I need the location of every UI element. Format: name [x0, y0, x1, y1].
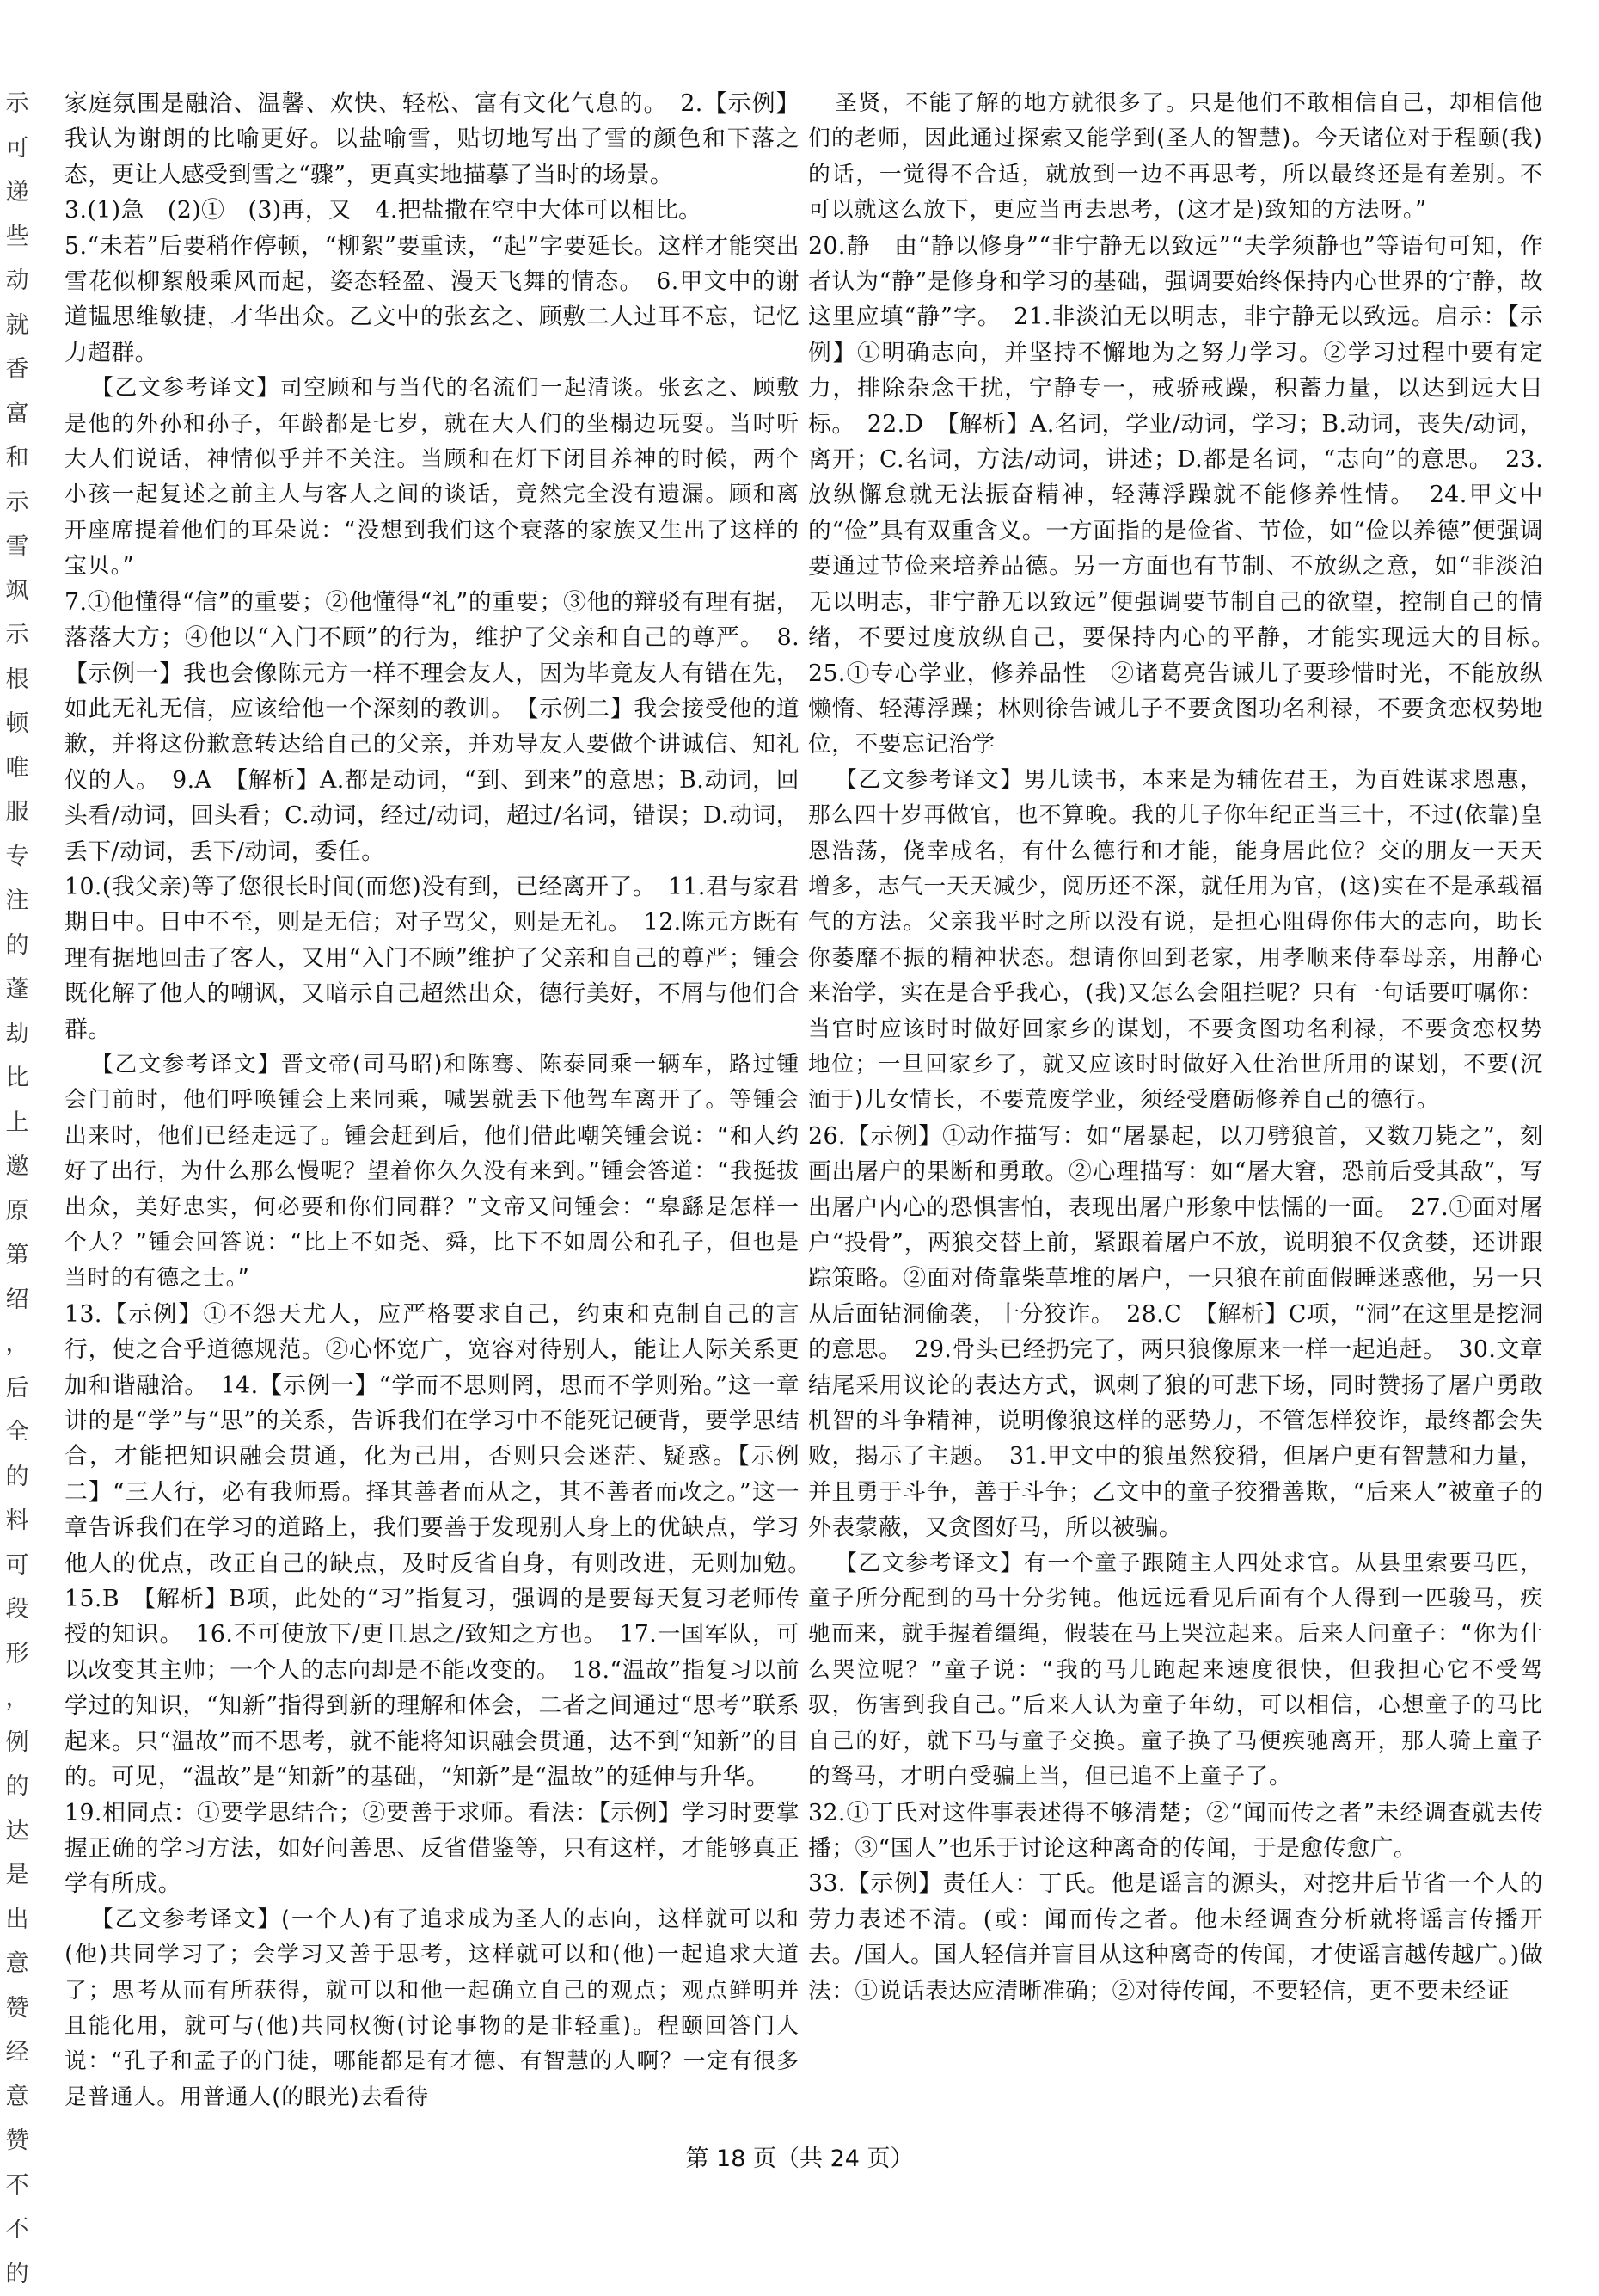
left-column [64, 86, 800, 2115]
margin-char: 些 [0, 215, 34, 260]
translation-paragraph: 【乙文参考译文】(一个人)有了追求成为圣人的志向，这样就可以和(他)共同学习了；会学习又善于思考，这样就可以和(他)一起追求大道了；思考从而有所获得，就可以和他一起确立自己的观点；观点鲜明并且能化用，就可与(他)共同权衡(讨论事物的是非轻重)。程颐回答门人说：“孔子和孟子的门徒，哪能都是有才德、有智慧的人啊？一定有很多是普通人。用普通人(的眼光)去看待 [64, 1902, 800, 2115]
translation-paragraph: 【乙文参考译文】有一个童子跟随主人四处求官。从县里索要马匹，童子所分配到的马十分劣钝。他远远看见后面有个人得到一匹骏马，疾驰而来，就手握着缰绳，假装在马上哭泣起来。后来人问童子：“你为什么哭泣呢？”童子说：“我的马儿跑起来速度很快，但我担心它不受驾驭，伤害到我自己。”后来人认为童子年幼，可以相信，心想童子的马比自己的好，就下马与童子交换。童子换了马便疾驰离开，那人骑上童子的驽马，才明白受骗上当，但已追不上童子了。 [808, 1546, 1543, 1796]
translation-paragraph: 【乙文参考译文】司空顾和与当代的名流们一起清谈。张玄之、顾敷是他的外孙和孙子，年龄都是七岁，就在大人们的坐榻边玩耍。当时听大人们说话，神情似乎并不关注。当顾和在灯下闭目养神的时候，两个小孩一起复述之前主人与客人之间的谈话，竟然完全没有遗漏。顾和离开座席提着他们的耳朵说：“没想到我们这个衰落的家族又生出了这样的宝贝。” [64, 371, 800, 584]
margin-char: 形 [0, 1632, 34, 1677]
margin-char: 后 [0, 1366, 34, 1411]
answer-paragraph: 3.(1)急 (2)① (3)再，又 4.把盐撒在空中大体可以相比。 [64, 193, 800, 228]
answer-paragraph: 33.【示例】责任人：丁氏。他是谣言的源头，对挖井后节省一个人的劳力表述不清。(或：闻而传之者。他未经调查分析就将谣言传播开去。/国人。国人轻信并盲目从这种离奇的传闻，才使谣言越传越广。)做法：①说话表达应清晰准确；②对待传闻，不要轻信，更不要未经证 [808, 1866, 1543, 2009]
margin-char: 的 [0, 1765, 34, 1809]
margin-char: 邀 [0, 1145, 34, 1189]
margin-char: 比 [0, 1056, 34, 1101]
answer-paragraph: 26.【示例】①动作描写：如“屠暴起，以刀劈狼首，又数刀毙之”，刻画出屠户的果断和勇敢。②心理描写：如“屠大窘，恐前后受其敌”，写出屠户内心的恐惧害怕，表现出屠户形象中怯懦的一面。 27.①面对屠户“投骨”，两狼交替上前，紧跟着屠户不放，说明狼不仅贪婪，还讲跟踪策略。②面对倚靠柴草堆的屠户，一只狼在前面假睡迷惑他，另一只从后面钻洞偷袭，十分狡诈。 28.C 【解析】C项，“洞”在这里是挖洞的意思。 29.骨头已经扔完了，两只狼像原来一样一起追赶。 30.文章结尾采用议论的表达方式，讽刺了狼的可悲下场，同时赞扬了屠户勇敢机智的斗争精神，说明像狼这样的恶势力，不管怎样狡诈，最终都会失败，揭示了主题。 31.甲文中的狼虽然狡猾，但屠户更有智慧和力量，并且勇于斗争，善于斗争；乙文中的童子狡猾善欺，“后来人”被童子的外表蒙蔽，又贪图好马，所以被骗。 [808, 1119, 1543, 1546]
answer-paragraph: 19.相同点：①要学思结合；②要善于求师。看法：【示例】学习时要掌握正确的学习方法，如好问善思、反省借鉴等，只有这样，才能够真正学有所成。 [64, 1796, 800, 1902]
margin-char: 绍 [0, 1278, 34, 1323]
margin-char: 根 [0, 658, 34, 703]
answer-paragraph: 家庭氛围是融洽、温馨、欢快、轻松、富有文化气息的。 2.【示例】我认为谢朗的比喻更好。以盐喻雪，贴切地写出了雪的颜色和下落之态，更让人感受到雪之“骤”，更真实地描摹了当时的场景。 [64, 86, 800, 193]
margin-char: 可 [0, 1544, 34, 1588]
answer-paragraph: 32.①丁氏对这件事表述得不够清楚；②“闻而传之者”未经调查就去传播；③“国人”也乐于讨论这种离奇的传闻，于是愈传愈广。 [808, 1796, 1543, 1867]
margin-char: 劫 [0, 1012, 34, 1057]
margin-char: 段 [0, 1587, 34, 1632]
margin-char: 原 [0, 1189, 34, 1234]
margin-char: 全 [0, 1410, 34, 1455]
margin-char: ， [0, 1676, 34, 1721]
margin-char: 富 [0, 392, 34, 437]
margin-char: 示 [0, 481, 34, 525]
translation-paragraph: 【乙文参考译文】晋文帝(司马昭)和陈骞、陈泰同乘一辆车，路过锺会门前时，他们呼唤锺会上来同乘，喊罢就丢下他驾车离开了。等锺会出来时，他们已经走远了。锺会赶到后，他们借此嘲笑锺会说：“和人约好了出行，为什么那么慢呢？望着你久久没有来到。”锺会答道：“我挺拔出众，美好忠实，何必要和你们同群？”文帝又问锺会：“皋繇是怎样一个人？”锺会回答说：“比上不如尧、舜，比下不如周公和孔子，但也是当时的有德之士。” [64, 1047, 800, 1297]
margin-char: 的 [0, 2252, 34, 2296]
translation-paragraph: 圣贤，不能了解的地方就很多了。只是他们不敢相信自己，却相信他们的老师，因此通过探索又能学到(圣人的智慧)。今天诸位对于程颐(我)的话，一觉得不合适，就放到一边不再思考，所以最终还是有差别。不可以就这么放下，更应当再去思考，(这才是)致知的方法呀。” [808, 86, 1543, 229]
margin-char: 可 [0, 126, 34, 171]
margin-char: 示 [0, 82, 34, 126]
margin-char: 唯 [0, 746, 34, 791]
margin-char: 蓬 [0, 967, 34, 1012]
margin-char: 上 [0, 1101, 34, 1145]
margin-char: 香 [0, 347, 34, 392]
margin-char: 是 [0, 1853, 34, 1898]
margin-char: ， [0, 1322, 34, 1366]
margin-char: 递 [0, 170, 34, 215]
margin-char: 飒 [0, 569, 34, 614]
margin-char: 不 [0, 2207, 34, 2252]
page-number-footer: 第 18 页（共 24 页） [0, 2139, 1599, 2173]
margin-char: 注 [0, 879, 34, 924]
margin-char: 经 [0, 2030, 34, 2075]
margin-char: 赞 [0, 1986, 34, 2031]
margin-char: 顿 [0, 702, 34, 746]
left-margin-strip [0, 82, 34, 2111]
margin-char: 专 [0, 835, 34, 880]
margin-char: 达 [0, 1809, 34, 1854]
margin-char: 的 [0, 1455, 34, 1500]
margin-char: 雪 [0, 525, 34, 569]
margin-char: 赞 [0, 2119, 34, 2164]
margin-char: 例 [0, 1721, 34, 1765]
answer-paragraph: 20.静 由“静以修身”“非宁静无以致远”“夫学须静也”等语句可知，作者认为“静”是修身和学习的基础，强调要始终保持内心世界的宁静，故这里应填“静”字。 21.非淡泊无以明志，非宁静无以致远。启示：【示例】①明确志向，并坚持不懈地为之努力学习。②学习过程中要有定力，排除杂念干扰，宁静专一，戒骄戒躁，积蓄力量，以达到远大目标。 22.D 【解析】A.名词，学业/动词，学习；B.动词，丧失/动词，离开；C.名词，方法/动词，讲述；D.都是名词，“志向”的意思。 23.放纵懈怠就无法振奋精神，轻薄浮躁就不能修养性情。 24.甲文中的“俭”具有双重含义。一方面指的是俭省、节俭，如“俭以养德”便强调要通过节俭来培养品德。另一方面也有节制、不放纵之意，如“非淡泊无以明志，非宁静无以致远”便强调要节制自己的欲望，控制自己的情绪，不要过度放纵自己，要保持内心的平静，才能实现远大的目标。 25.①专心学业，修养品性 ②诸葛亮告诫儿子要珍惜时光，不能放纵懒惰、轻薄浮躁；林则徐告诫儿子不要贪图功名利禄，不要贪恋权势地位，不要忘记治学 [808, 229, 1543, 763]
margin-char: 出 [0, 1898, 34, 1943]
margin-char: 就 [0, 304, 34, 348]
margin-char: 意 [0, 2075, 34, 2120]
margin-char: 不 [0, 2164, 34, 2208]
answer-paragraph: 10.(我父亲)等了您很长时间(而您)没有到，已经离开了。 11.君与家君期日中。日中不至，则是无信；对子骂父，则是无礼。 12.陈元方既有理有据地回击了客人，又用“入门不顾”维护了父亲和自己的尊严；锺会既化解了他人的嘲讽，又暗示自己超然出众，德行美好，不屑与他们合群。 [64, 869, 800, 1047]
answer-paragraph: 5.“未若”后要稍作停顿，“柳絮”要重读，“起”字要延长。这样才能突出雪花似柳絮般乘风而起，姿态轻盈、漫天飞舞的情态。 6.甲文中的谢道韫思维敏捷，才华出众。乙文中的张玄之、顾敷二人过耳不忘，记忆力超群。 [64, 229, 800, 371]
margin-char: 动 [0, 259, 34, 304]
answer-paragraph: 7.①他懂得“信”的重要；②他懂得“礼”的重要；③他的辩驳有理有据，落落大方；④他以“入门不顾”的行为，维护了父亲和自己的尊严。 8.【示例一】我也会像陈元方一样不理会友人，因为毕竟友人有错在先，如此无礼无信，应该给他一个深刻的教训。 【示例二】我会接受他的道歉，并将这份歉意转达给自己的父亲，并劝导友人要做个讲诚信、知礼仪的人。 9.A 【解析】A.都是动词，“到、到来”的意思；B.动词，回头看/动词，回头看；C.动词，经过/动词，超过/名词，错误；D.动词，丢下/动词，丢下/动词，委任。 [64, 585, 800, 869]
margin-char: 料 [0, 1499, 34, 1544]
answer-paragraph: 13.【示例】①不怨天尤人，应严格要求自己，约束和克制自己的言行，使之合乎道德规范。②心怀宽广，宽容对待别人，能让人际关系更加和谐融洽。 14.【示例一】“学而不思则罔，思而不学则殆。”这一章讲的是“学”与“思”的关系，告诉我们在学习中不能死记硬背，要学思结合，才能把知识融会贯通，化为己用，否则只会迷茫、疑惑。【示例二】“三人行，必有我师焉。择其善者而从之，其不善者而改之。”这一章告诉我们在学习的道路上，我们要善于发现别人身上的优缺点，学习他人的优点，改正自己的缺点，及时反省自身，有则改进，无则加勉。 15.B 【解析】B项，此处的“习”指复习，强调的是要每天复习老师传授的知识。 16.不可使放下/更且思之/致知之方也。 17.一国军队，可以改变其主帅；一个人的志向却是不能改变的。 18.“温故”指复习以前学过的知识，“知新”指得到新的理解和体会，二者之间通过“思考”联系起来。只“温故”而不思考，就不能将知识融会贯通，达不到“知新”的目的。可见，“温故”是“知新”的基础，“知新”是“温故”的延伸与升华。 [64, 1297, 800, 1796]
margin-char: 示 [0, 613, 34, 658]
margin-char: 和 [0, 436, 34, 481]
margin-char: 的 [0, 924, 34, 968]
right-column [808, 86, 1543, 2009]
margin-char: 意 [0, 1942, 34, 1986]
translation-paragraph: 【乙文参考译文】男儿读书，本来是为辅佐君王，为百姓谋求恩惠，那么四十岁再做官，也不算晚。我的儿子你年纪正当三十，不过(依靠)皇恩浩荡，侥幸成名，有什么德行和才能，能身居此位？交的朋友一天天增多，志气一天天减少，阅历还不深，就任用为官，(这)实在不是承载福气的方法。父亲我平时之所以没有说，是担心阻碍你伟大的志向，助长你萎靡不振的精神状态。想请你回到老家，用孝顺来侍奉母亲，用静心来治学，实在是合乎我心，(我)又怎么会阻拦呢？只有一句话要叮嘱你：当官时应该时时做好回家乡的谋划，不要贪图功名利禄，不要贪恋权势地位；一旦回家乡了，就又应该时时做好入仕治世所用的谋划，不要(沉湎于)儿女情长，不要荒废学业，须经受磨砺修养自己的德行。 [808, 763, 1543, 1119]
margin-char: 第 [0, 1233, 34, 1278]
margin-char: 服 [0, 790, 34, 835]
